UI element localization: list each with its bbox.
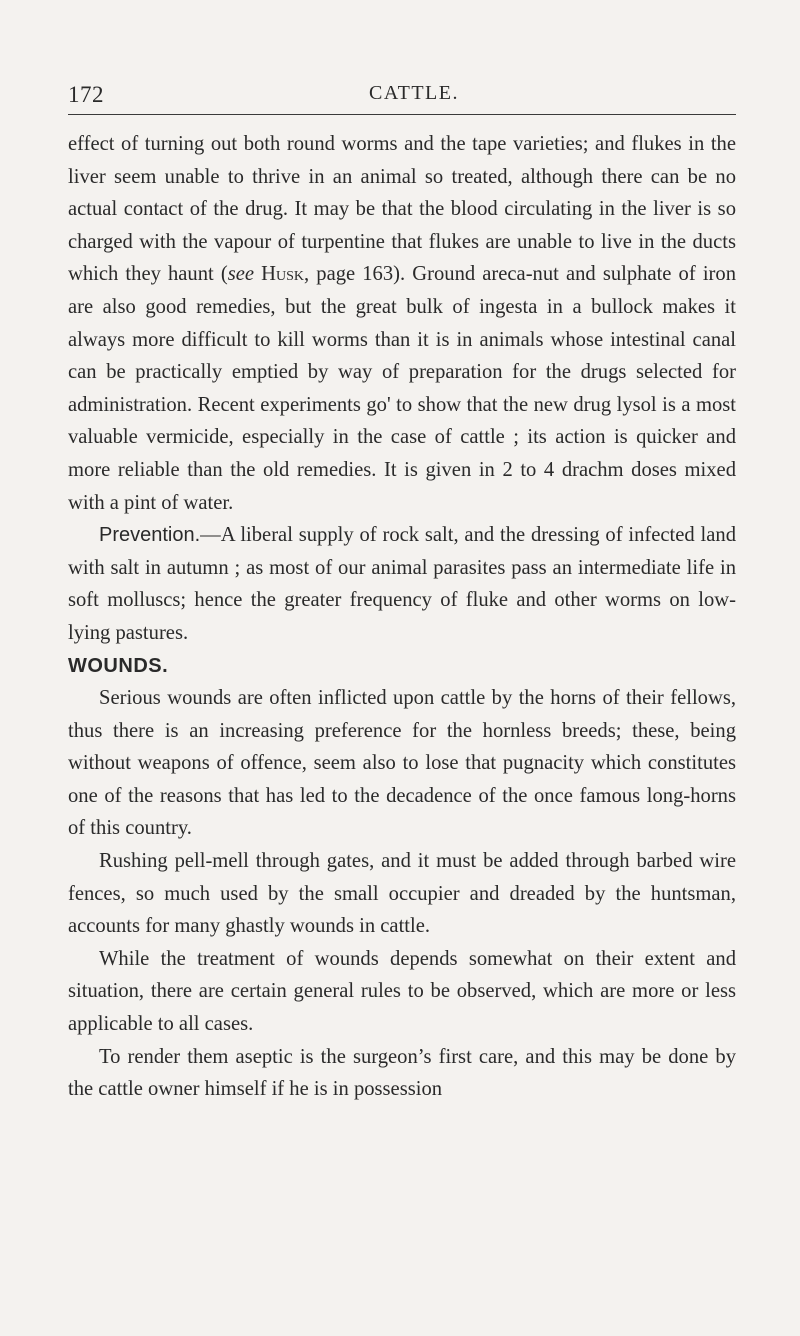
paragraph-treatment-rules: While the treatment of wounds depends somewhat on their extent and situation, there are certain general rules to be observed, which are more or less applicable to all cases.: [68, 947, 736, 1036]
prevention-heading: Prevention.: [99, 524, 201, 547]
running-head: CATTLE.: [369, 82, 459, 104]
page-header: [68, 72, 736, 115]
body-text: [68, 128, 736, 1106]
section-title-wounds: WOUNDS.: [68, 654, 169, 677]
paragraph-rushing: Rushing pell-mell through gates, and it must be added through barbed wire fences, so much used by the small occupier and dreaded by the huntsman, accounts for many ghastly wounds in cattle.: [68, 850, 736, 938]
paragraph-serious-wounds: Serious wounds are often inflicted upon cattle by the horns of their fellows, thus there is an increasing preference for the hornless breeds; these, being without weapons of offence, seem also to lose that pugnacity which constitutes one of the reasons that has led to the decadence of the once famous long-horns of this country.: [68, 687, 736, 840]
paragraph-treatment-continued: [68, 128, 736, 519]
husk-reference: Husk: [261, 263, 305, 286]
paragraph-text: effect of turning out both round worms and the tape varieties; and flukes in the liver seem unable to thrive in an animal so treated, although there can be no actual contact of the drug. It may be that the blood circulating in the liver is so charged with the vapour of turpentine that flukes are unable to live in the ducts which they haunt (: [68, 133, 736, 286]
paragraph-text: —A liberal supply of rock salt, and the dressing of infected land with salt in autumn ; as most of our animal parasites pass an intermediate life in soft molluscs; hence the greater frequency of fluke and other worms on low-lying pastures.: [68, 524, 736, 644]
paragraph-prevention: [68, 519, 736, 649]
paragraph-text: , page 163). Ground areca-nut and sulphate of iron are also good remedies, but the great bulk of ingesta in a bullock makes it always more difficult to kill worms than it is in animals whose intestinal canal can be practically emptied by way of preparation for the drugs selected for administration. Recent experiments go' to show that the new drug lysol is a most valuable vermicide, especially in the case of cattle ; its action is quicker and more reliable than the old remedies. It is given in 2 to 4 drachm doses mixed with a pint of water.: [68, 263, 736, 514]
see-reference: see: [227, 263, 255, 286]
paragraph-aseptic: To render them aseptic is the surgeon’s first care, and this may be done by the cattle owner himself if he is in possession: [68, 1045, 736, 1101]
page-number: 172: [68, 82, 104, 107]
